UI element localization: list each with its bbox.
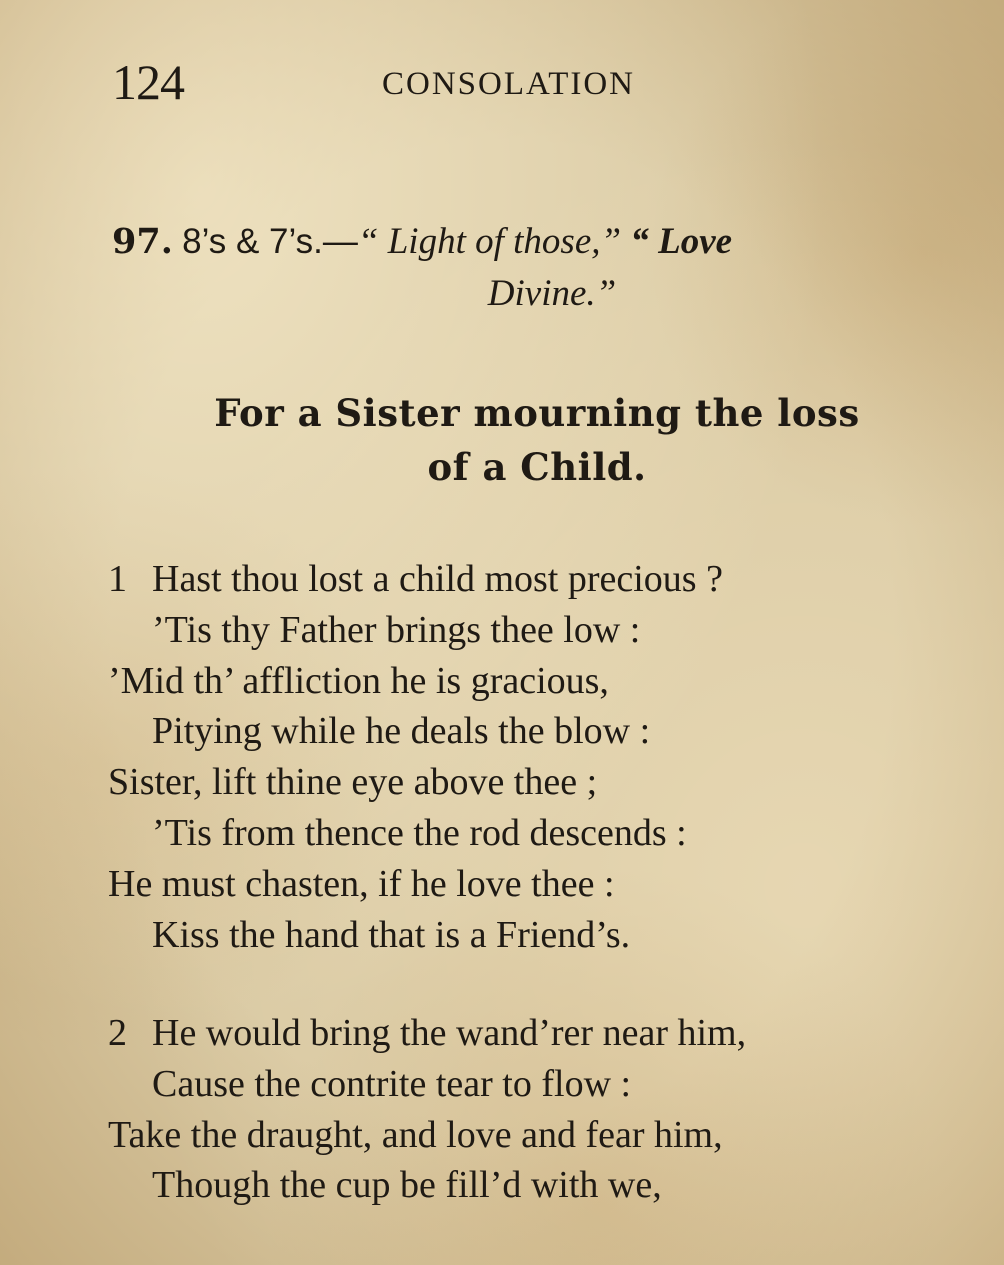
verse-line: Take the draught, and love and fear him, [108, 1113, 723, 1156]
hymn-heading-line-2 [142, 268, 962, 320]
verse-line: Sister, lift thine eye above thee ; [108, 761, 598, 804]
verse-line: ’Tis thy Father brings thee low : [152, 608, 641, 651]
stanza-number: 1 [108, 558, 127, 600]
tune-name-1: “ Light of those,” [357, 221, 622, 262]
hymn-subtitle [112, 386, 962, 494]
verse-line: Though the cup be fill’d with we, [152, 1164, 662, 1207]
verse-text: Hast thou lost a child most precious ? [152, 558, 723, 600]
stanza-number: 2 [108, 1012, 127, 1054]
running-title: CONSOLATION [382, 66, 635, 102]
verse-line: ’Tis from thence the rod descends : [152, 811, 687, 854]
hymn-subtitle-line-1: For a Sister mourning the loss [214, 391, 860, 435]
verse-line: Pitying while he deals the blow : [152, 710, 651, 753]
verse-line: Kiss the hand that is a Friend’s. [152, 913, 631, 956]
verse-line [108, 1008, 978, 1059]
verse-line [108, 554, 978, 605]
verse-line: ’Mid th’ affliction he is gracious, [108, 659, 609, 702]
hymn-heading [112, 216, 962, 320]
tune-name-2: “ Love [630, 221, 733, 262]
hymn-meter: 8’s & 7’s.— [182, 222, 358, 261]
hymn-heading-line-1 [112, 216, 962, 268]
stanza-1 [108, 554, 978, 960]
hymn-number: 97. [112, 221, 173, 262]
verse-text: He would bring the wand’rer near him, [152, 1012, 747, 1054]
verse-line: Cause the contrite tear to flow : [152, 1062, 632, 1105]
verse-line: He must chasten, if he love thee : [108, 862, 615, 905]
page-number: 124 [112, 54, 184, 110]
stanza-2 [108, 1008, 978, 1211]
hymn-subtitle-line-2: of a Child. [427, 445, 647, 489]
running-head [112, 52, 902, 112]
tune-name-2-continued: Divine.” [487, 273, 617, 314]
